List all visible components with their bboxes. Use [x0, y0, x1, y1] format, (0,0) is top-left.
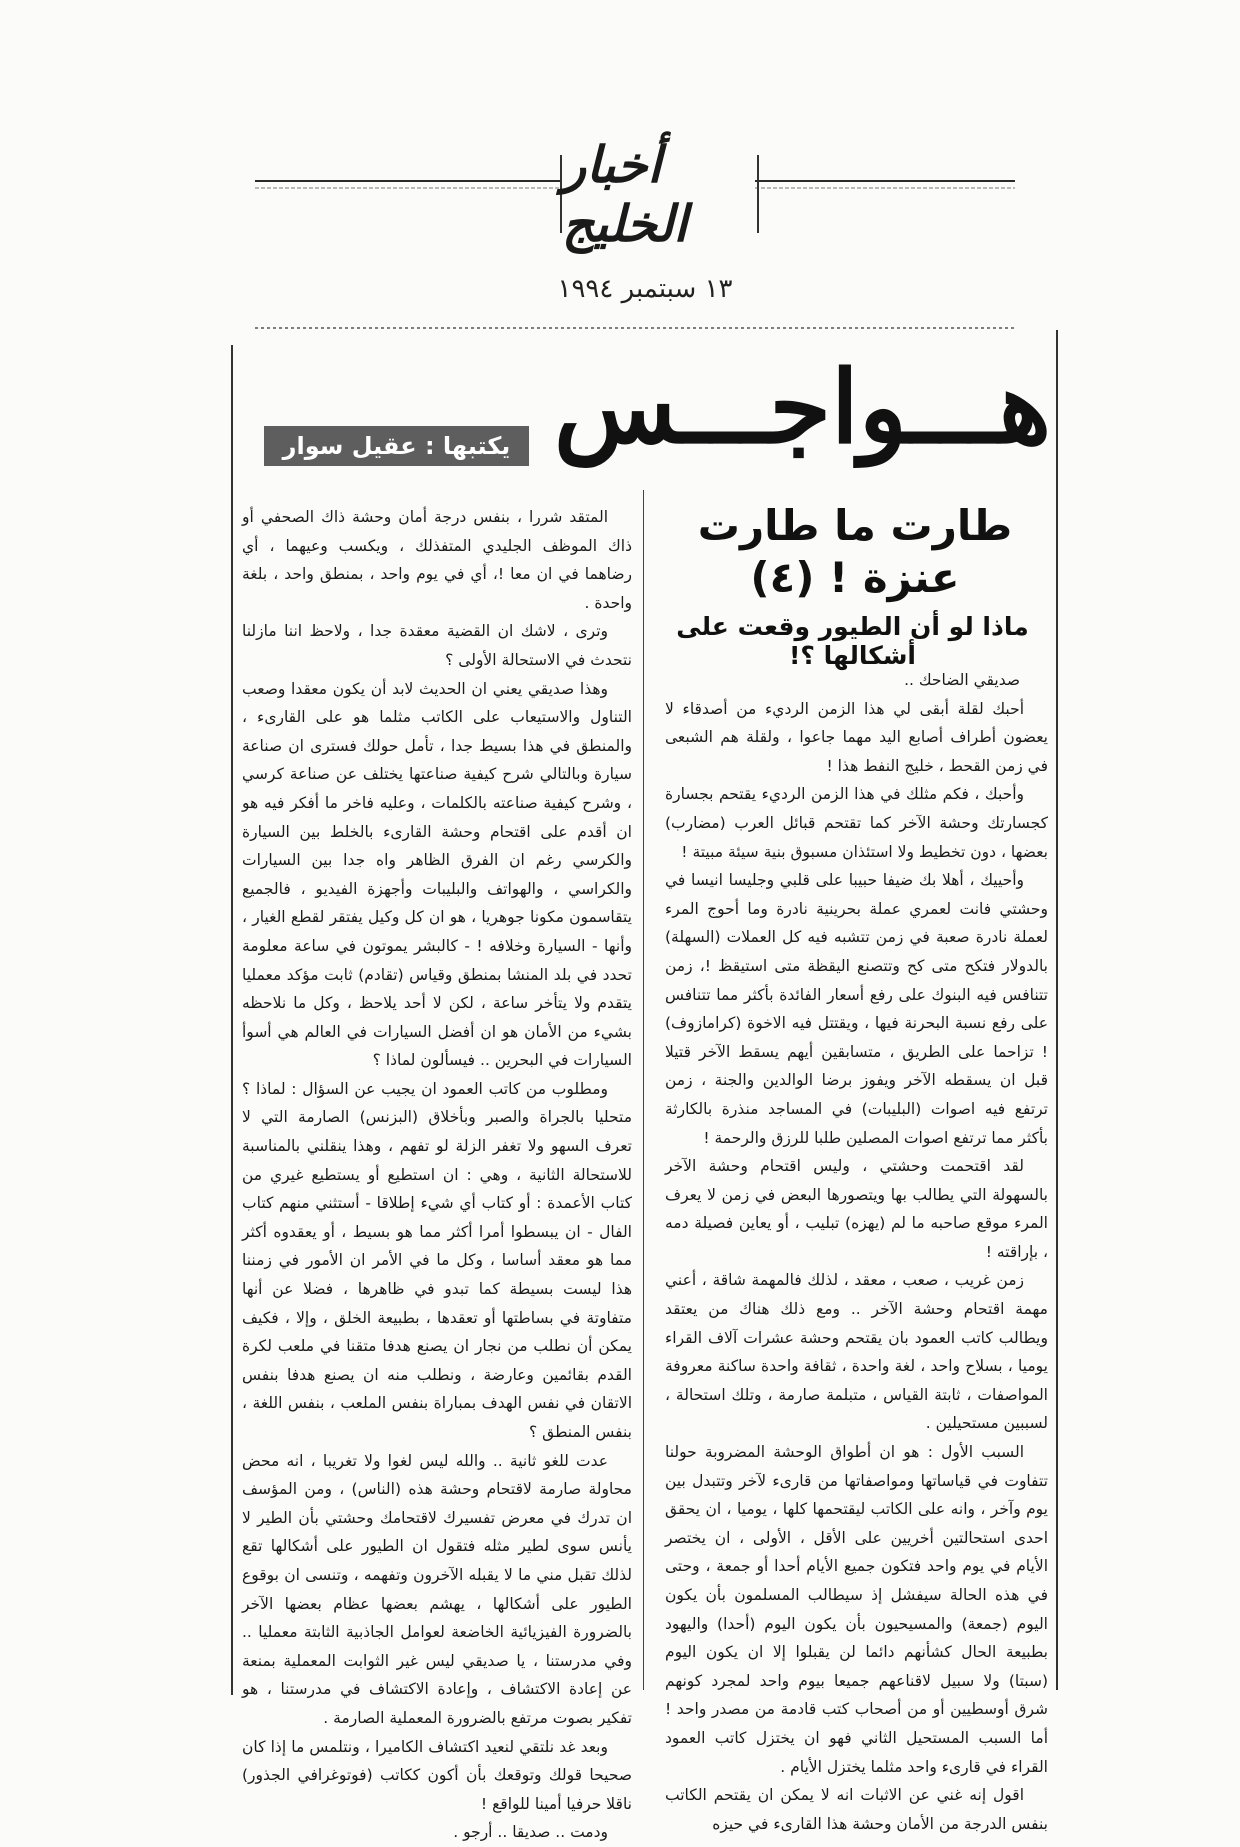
paragraph: المتقد شررا ، بنفس درجة أمان وحشة ذاك الصحفي أو ذاك الموظف الجليدي المتفذلك ، ويكسب وعيهما ، أي رضاهما في ان معا !، أي في يوم واحد ، بمنطق واحد ، بلغة واحدة .: [242, 508, 632, 612]
paragraph: صديقي الضاحك ..: [904, 671, 1020, 689]
paragraph: زمن غريب ، صعب ، معقد ، لذلك فالمهمة شاقة ، أعني مهمة اقتحام وحشة الآخر .. ومع ذلك هناك من يعتقد ويطالب كاتب العمود بان يقتحم وحشة عشرات آلاف القراء يوميا ، بسلاح واحد ، لغة واحدة ، ثقافة واحدة ساكنة معروفة المواصفات ، ثابتة القياس ، متبلمة صارمة ، وتلك استحالة ، لسببين مستحيلين .: [665, 1271, 1048, 1433]
article-headline: طارت ما طارت عنزة ! (٤): [697, 501, 1013, 602]
paragraph: عدت للغو ثانية .. والله ليس لغوا ولا تغريبا ، انه محض محاولة صارمة لاقتحام وحشة هذه (الناس) ، ومن المؤسف ان تدرك في معرض تفسيرك لاقتحامك وحشتي بأن الطير لا يأنس سوى لطير مثله فتقول ان الطيور على أشكالها تقع لذلك تقبل مني ما لا يقبله الآخرون وتفهمه ، وتنسى ان بوقوع الطيور على أشكالها ، يهشم بعضها عظام بعضها الآخر بالضرورة الفيزيائية الخاضعة لعوامل الجاذبية الثابتة معمليا .. وفي مدرستنا ، يا صديقي ليس غير الثوابت المعملية بمنعة عن إعادة الاكتشاف ، وإعادة الاكتشاف في مدرستنا ، هو تفكير بصوت مرتفع بالضرورة المعملية الصارمة .: [242, 1451, 632, 1727]
paragraph: اقول إنه غني عن الاثبات انه لا يمكن ان يقتحم الكاتب بنفس الدرجة من الأمان وحشة هذا القارىء في حيزه: [665, 1786, 1048, 1833]
column-divider: [643, 490, 644, 1690]
publication-date: ١٣ سبتمبر ١٩٩٤: [557, 274, 733, 304]
paragraph: السبب الأول : هو ان أطواق الوحشة المضروبة حولنا تتفاوت في قياساتها ومواصفاتها من قارىء لآخر وتتبدل بين يوم وآخر ، وانه على الكاتب ليقتحمها كلها ، يوميا ، ان يحقق احدى استحالتين أخريين على الأقل ، الأولى ، ان يختصر الأيام في يوم واحد فتكون جميع الأيام أحدا أو جمعة ، وحتى في هذه الحالة سيفشل إذ سيطالب المسلمون بأن يكون اليوم (جمعة) والمسيحيون بأن يكون اليوم (أحدا) واليهود بطبيعة الحال كشأنهم دائما لن يقبلوا إلا ان يكون اليوم (سبتا) ولا سبيل لاقناعهم جميعا بيوم واحد لمجرد كونهم شرق أوسطيين أو من أصحاب كتب قادمة من مصدر واحد ! أما السبب المستحيل الثاني فهو ان يختزل كاتب العمود القراء في قارىء واحد مثلما يختزل الأيام .: [665, 1443, 1048, 1776]
paragraph: ودمت .. صديقا .. أرجو .: [453, 1823, 608, 1842]
byline: يكتبها : عقيل سوار: [264, 426, 529, 466]
masthead-logo: أخبار الخليج: [562, 135, 688, 253]
paragraph: وبعد غد نلتقي لنعيد اكتشاف الكاميرا ، ونتلمس ما إذا كان صحيحا قولك وتوقعك بأن أكون ككاتب (فوتوغرافي الجذور) ناقلا حرفيا أمينا للواقع !: [242, 1737, 632, 1813]
article-column-right: [665, 666, 1048, 1838]
paragraph: لقد اقتحمت وحشتي ، وليس اقتحام وحشة الآخر بالسهولة التي يطالب بها ويتصورها البعض في زمن لا يعرف المرء موقع صاحبه ما لم (يهزه) تبليب ، أو يعاين فصيلة دمه ، بإراقته !: [665, 1157, 1048, 1261]
paragraph: أحبك لقلة أبقى لي هذا الزمن الرديء من أصدقاء لا يعضون أطراف أصابع اليد مهما جاعوا ، ولقلة هم الشبعى في زمن القحط ، خليج النفط هذا !: [665, 699, 1048, 775]
article-column-left: [242, 503, 632, 1847]
column-title: هـــواجـــس: [553, 348, 1052, 466]
article-subheadline: ماذا لو أن الطيور وقعت على أشكالها ؟!: [676, 612, 1029, 670]
frame-right-rule: [1056, 330, 1058, 1690]
paragraph: وهذا صديقي يعني ان الحديث لابد أن يكون معقدا وصعب التناول والاستيعاب على الكاتب مثلما هو على القارىء ، والمنطق في هذا بسيط جدا ، تأمل حولك فسترى ان صناعة سيارة وبالتالي شرح كيفية صناعتها يختلف عن صناعة كرسي ، وشرح كيفية صناعته بالكلمات ، وعليه فاخر ما أفكر فيه هو ان أقدم على اقتحام وحشة القارىء بالخلط بين السيارة والكرسي رغم ان الفرق الظاهر واه جدا بين السيارات والكراسي ، والهواتف والبليبات وأجهزة الفيديو ، فالجميع يتقاسمون مكونا جوهريا ، هو ان كل وكيل يفتقر لقطع الغيار ، وأنها - السيارة وخلافه ! - كالبشر يموتون في ساعة معلومة تحدد في بلد المنشا بمنطق وقياس (تقادم) ثابت مؤكد معمليا يتقدم ولا يتأخر ساعة ، لكن لا أحد يلاحظ ، وكل ما نلاحظه بشيء من الأمان هو ان أفضل السيارات في العالم هي أسوأ السيارات في البحرين .. فيسألون لماذا ؟: [242, 679, 632, 1070]
paragraph: وأحييك ، أهلا بك ضيفا حبيبا على قلبي وجليسا انيسا في وحشتي فانت لعمري عملة بحرينية نادرة وما أحوج المرء لعملة نادرة صعبة في زمن تتشبه فيه كل العملات (السهلة) بالدولار فتكح متى كح وتتصنع اليقظة متى استيقظ !، زمن تتنافس فيه البنوك على رفع أسعار الفائدة بأكثر مما تتنافس على رفع نسبة البحرنة فيها ، ويقتتل فيه الاخوة (كرامازوف) ! تزاحما على الطريق ، متسابقين أيهم يسقط الآخر قتيلا قبل ان يسقطه الآخر ويفوز برضا الوالدين والجنة ، زمن ترتفع فيه اصوات (البليبات) في المساجد منذرة بالكارثة بأكثر مما ترتفع اصوات المصلين طلبا للرزق والرحمة !: [665, 871, 1048, 1147]
masthead: [560, 135, 759, 253]
paragraph: وترى ، لاشك ان القضية معقدة جدا ، ولاحظ اننا مازلنا نتحدث في الاستحالة الأولى ؟: [242, 622, 632, 669]
paragraph: وأحبك ، فكم مثلك في هذا الزمن الرديء يقتحم بجسارة كجسارتك وحشة الآخر كما تقتحم قبائل العرب (مضارب) بعضها ، دون تخطيط ولا استئذان مسبوق بنية سيئة مبيتة !: [665, 785, 1048, 861]
paragraph: ومطلوب من كاتب العمود ان يجيب عن السؤال : لماذا ؟ متحليا بالجراة والصبر وبأخلاق (البزنس) الصارمة التي لا تعرف السهو ولا تغفر الزلة لو تفهم ، وهذا ينقلني بالمناسبة للاستحالة الثانية ، وهي : ان استطيع أو يستطيع غيري من كتاب الأعمدة : أو كتاب أي شيء إطلاقا - أستثني منهم كتاب الفال - ان يبسطوا أمرا أكثر مما هو بسيط ، أو يعقدوه أكثر مما هو معقد أساسا ، وكل ما في الأمر ان الأمور في زمننا هذا ليست بسيطة كما تبدو في ظاهرها ، فضلا عن أنها متفاوتة في بساطتها أو تعقدها ، بطبيعة الخلق ، وإلا ، فكيف يمكن أن نطلب من نجار ان يصنع هدفا متقنا في ملعب لكرة القدم بقائمين وعارضة ، ونطلب منه ان يصنع هدفا بنفس الاتقان في نفس الهدف بمباراة بنفس الملعب ، بنفس اللغة ، بنفس المنطق ؟: [242, 1079, 632, 1441]
